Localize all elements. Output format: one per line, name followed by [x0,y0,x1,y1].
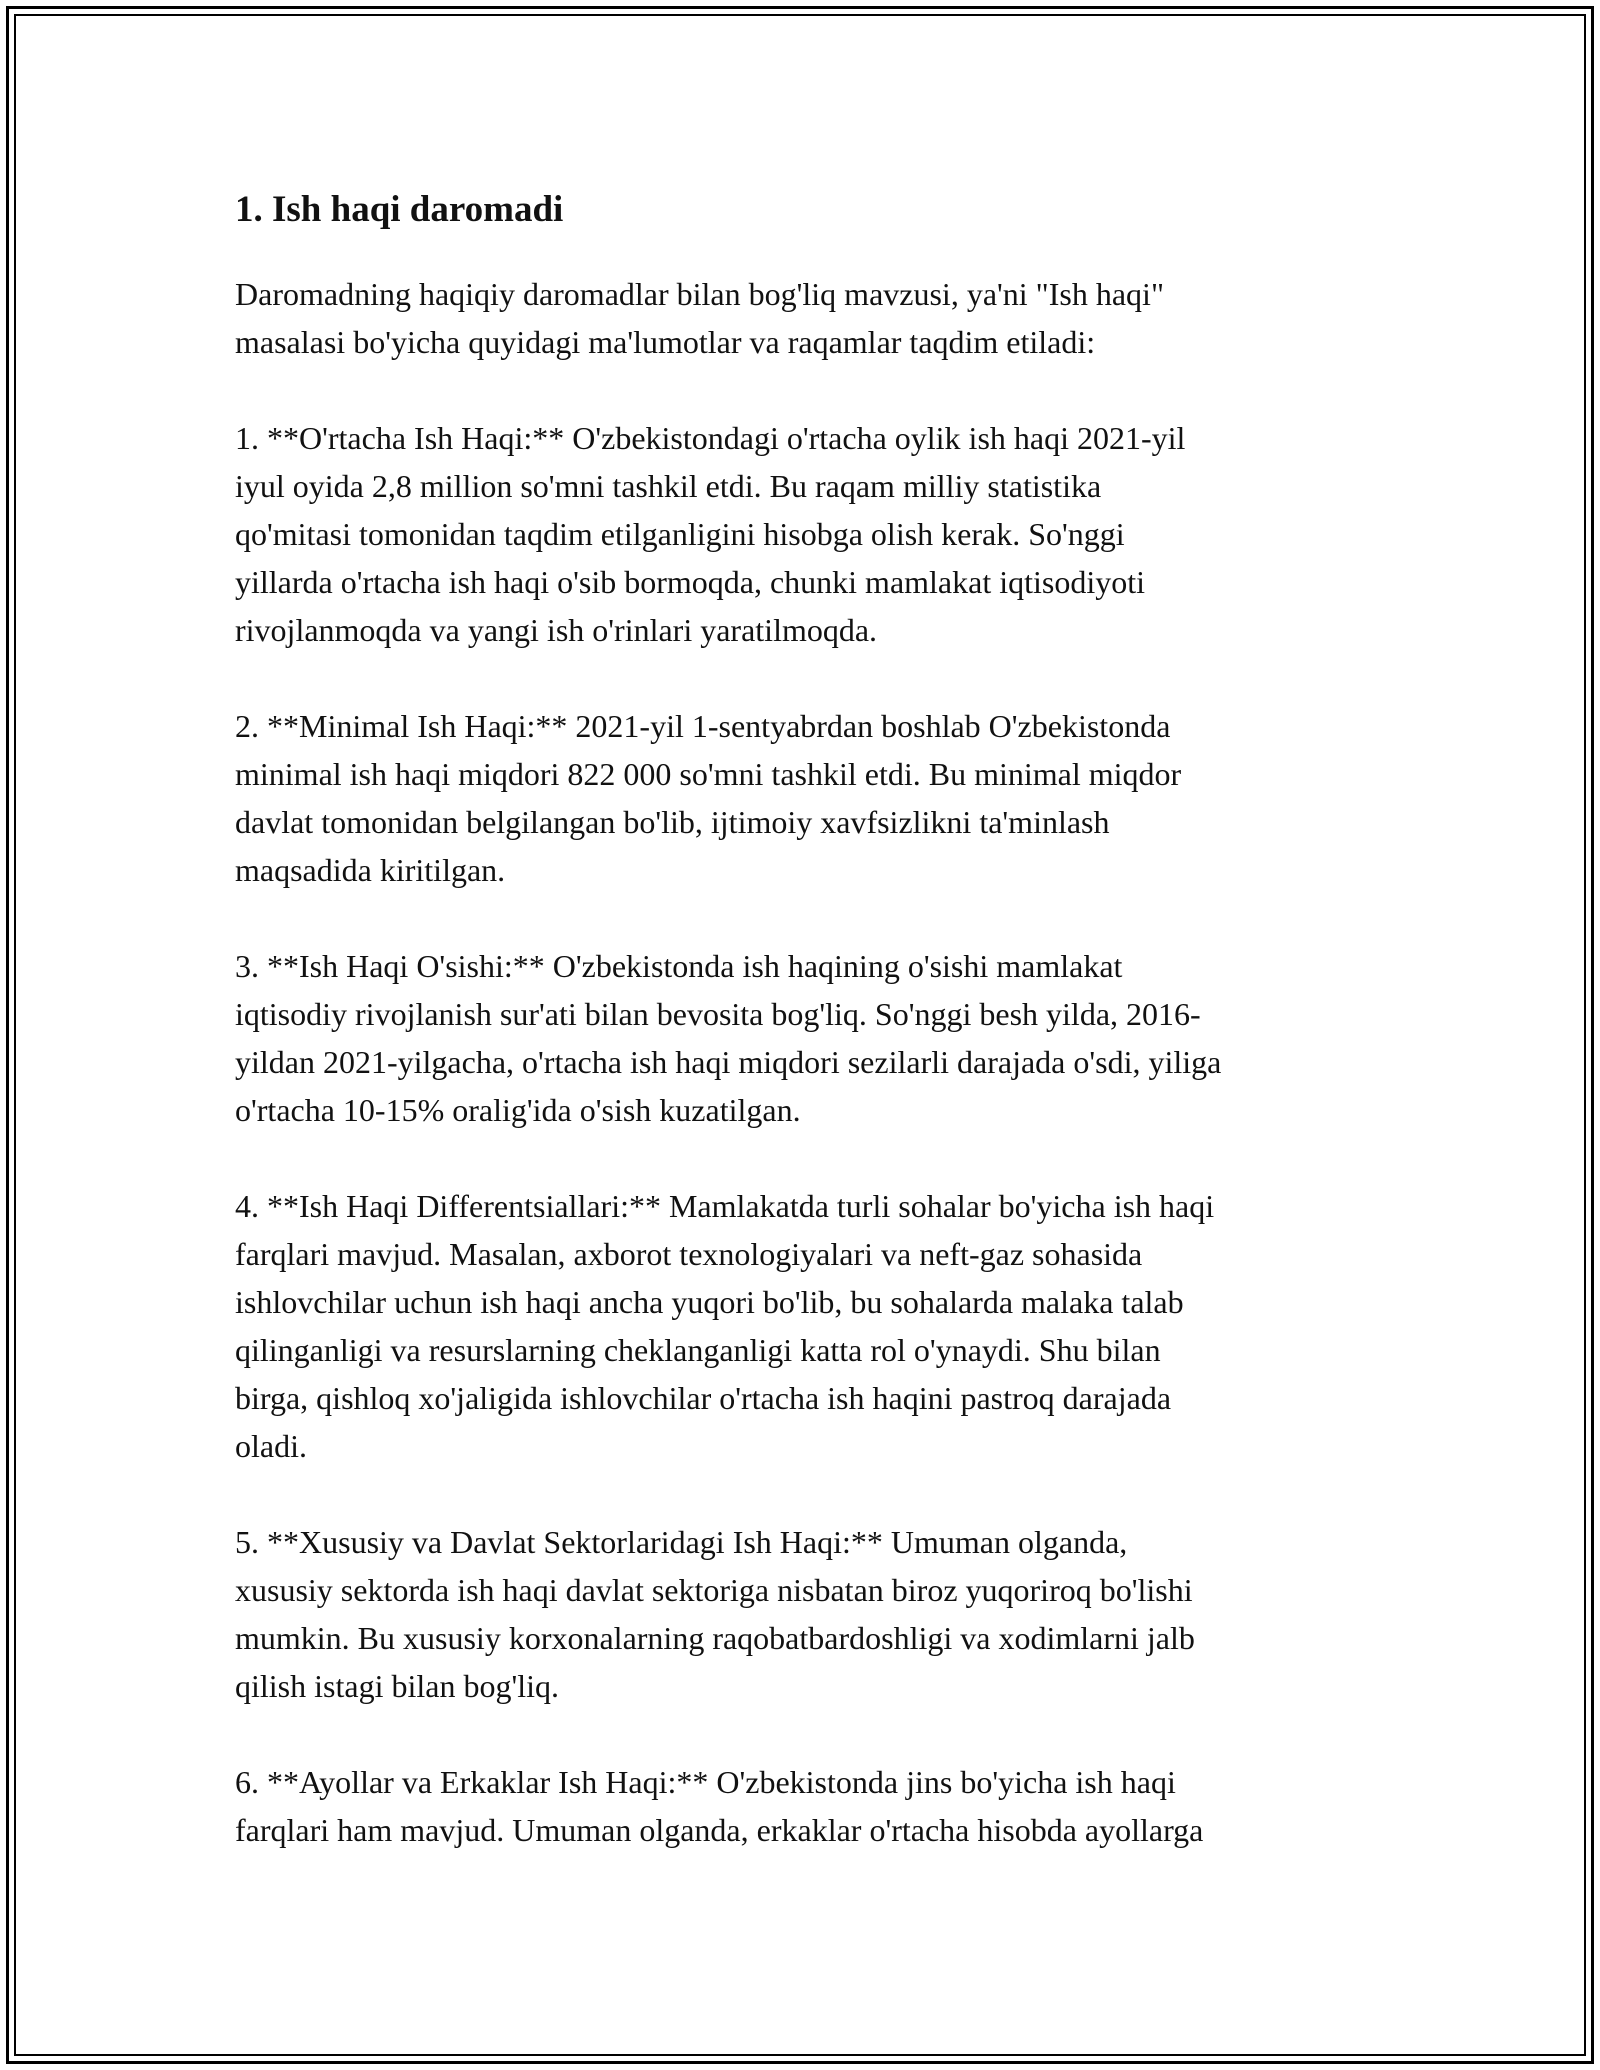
paragraph-minimum-wage: 2. **Minimal Ish Haqi:** 2021-yil 1-sentyabrdan boshlab O'zbekistonda minimal ish haqi miqdori 822 000 so'mni tashkil etdi. Bu minimal miqdor davlat tomonidan belgilangan bo'lib, ijtimoiy xavfsizlikni ta'minlash maqsadida kiritilgan. [235,708,1182,888]
document-body [235,188,1385,1854]
document-title: 1. Ish haqi daromadi [235,189,564,230]
paragraph-wage-growth: 3. **Ish Haqi O'sishi:** O'zbekistonda ish haqining o'sishi mamlakat iqtisodiy rivojlanish sur'ati bilan bevosita bog'liq. So'nggi besh yilda, 2016- yildan 2021-yilgacha, o'rtacha ish haqi miqdori sezilarli darajada o'sdi, yiliga o'rtacha 10-15% oralig'ida o'sish kuzatilgan. [235,948,1222,1128]
paragraph-wage-differentials: 4. **Ish Haqi Differentsiallari:** Mamlakatda turli sohalar bo'yicha ish haqi farqlari mavjud. Masalan, axborot texnologiyalari va neft-gaz sohasida ishlovchilar uchun ish haqi ancha yuqori bo'lib, bu sohalarda malaka talab qilinganligi va resurslarning cheklanganligi katta rol o'ynaydi. Shu bilan birga, qishloq xo'jaligida ishlovchilar o'rtacha ish haqini pastroq darajada oladi. [235,1188,1215,1464]
paragraph-private-public-sector: 5. **Xususiy va Davlat Sektorlaridagi Ish Haqi:** Umuman olganda, xususiy sektorda ish haqi davlat sektoriga nisbatan biroz yuqoriroq bo'lishi mumkin. Bu xususiy korxonalarning raqobatbardoshligi va xodimlarni jalb qilish istagi bilan bog'liq. [235,1524,1195,1704]
paragraph-gender-wage: 6. **Ayollar va Erkaklar Ish Haqi:** O'zbekistonda jins bo'yicha ish haqi farqlari ham mavjud. Umuman olganda, erkaklar o'rtacha hisobda ayollarga [235,1764,1204,1848]
intro-paragraph: Daromadning haqiqiy daromadlar bilan bog'liq mavzusi, ya'ni "Ish haqi" masalasi bo'yicha quyidagi ma'lumotlar va raqamlar taqdim etiladi: [235,276,1164,360]
paragraph-average-wage: 1. **O'rtacha Ish Haqi:** O'zbekistondagi o'rtacha oylik ish haqi 2021-yil iyul oyida 2,8 million so'mni tashkil etdi. Bu raqam milliy statistika qo'mitasi tomonidan taqdim etilganligini hisobga olish kerak. So'nggi yillarda o'rtacha ish haqi o'sib bormoqda, chunki mamlakat iqtisodiyoti rivojlanmoqda va yangi ish o'rinlari yaratilmoqda. [235,420,1186,648]
